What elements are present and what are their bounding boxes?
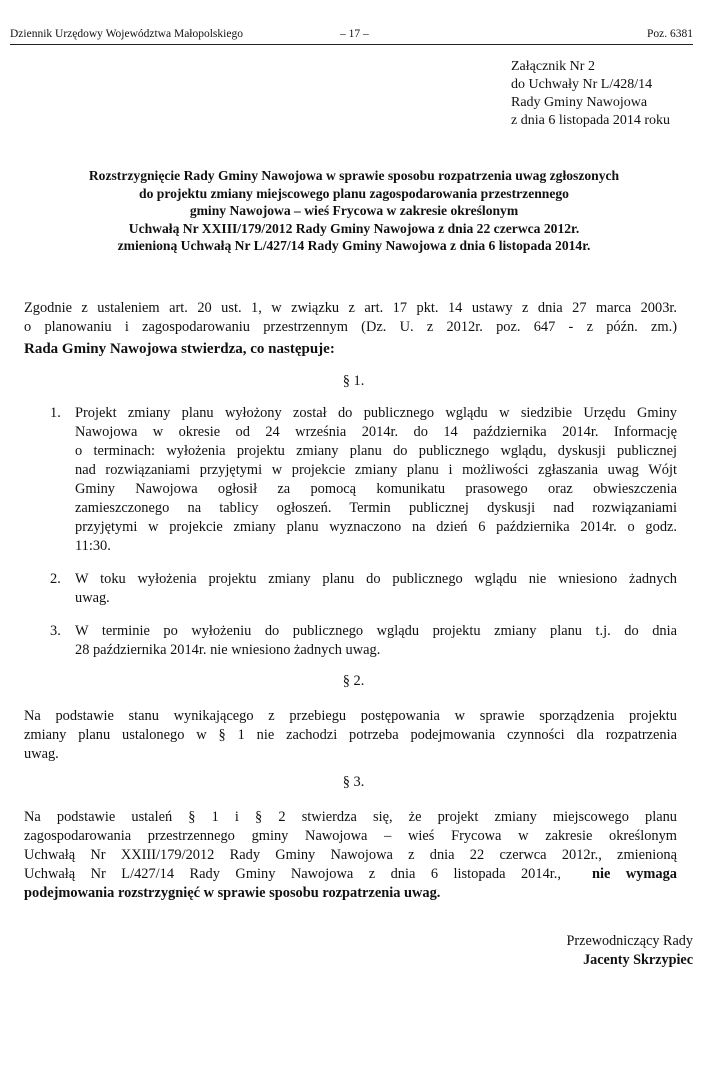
text-line: Uchwałą Nr XXIII/179/2012 Rady Gminy Nawojowa z dnia 22 czerwca 2012r., zmienioną <box>24 847 677 863</box>
section-2-paragraph <box>24 707 677 764</box>
text-line: Projekt zmiany planu wyłożony został do publicznego wglądu w siedzibie Urzędu Gminy <box>75 405 677 421</box>
title-line: gminy Nawojowa – wieś Frycowa w zakresie określonym <box>189 203 519 218</box>
page-header <box>10 28 693 42</box>
title-line: zmienioną Uchwałą Nr L/427/14 Rady Gminy Nawojowa z dnia 6 listopada 2014r. <box>117 238 591 253</box>
text-line: zmiany planu ustalonego w § 1 nie zachodzi potrzeba podejmowania czynności dla rozpatrzenia <box>24 727 677 743</box>
text-line: Nawojowa w okresie od 24 września 2014r. do 14 października 2014r. Informację <box>75 424 677 440</box>
attachment-line: do Uchwały Nr L/428/14 <box>511 77 653 92</box>
text-line-bold: podejmowania rozstrzygnięć w sprawie sposobu rozpatrzenia uwag. <box>24 885 441 901</box>
header-divider <box>10 44 693 45</box>
text-line: nad rozwiązaniami przyjętymi w projekcie zmiany planu i możliwości zgłaszania uwag Wójt <box>75 462 677 478</box>
document-title <box>22 167 686 255</box>
journal-title: Dziennik Urzędowy Województwa Małopolskiego <box>10 28 243 40</box>
list-item-number: 3. <box>50 623 61 639</box>
intro-paragraph <box>24 299 677 337</box>
intro-line: o planowaniu i zagospodarowaniu przestrzennym (Dz. U. z 2012r. poz. 647 - z późn. zm.) <box>24 319 677 335</box>
text-line: zamieszczonego na tablicy ogłoszeń. Termin publicznej dyskusji nad rozwiązaniami <box>75 500 677 516</box>
section-heading-1: § 1. <box>342 373 365 389</box>
section-heading-2: § 2. <box>342 673 365 689</box>
text-line: o terminach: wyłożenia projektu zmiany planu do publicznego wglądu, dyskusji publicznej <box>75 443 677 459</box>
position-number: Poz. 6381 <box>647 28 693 40</box>
text-line: Gminy Nawojowa ogłosił za pomocą komunikatu prasowego oraz obwieszczenia <box>75 481 677 497</box>
list-item-text <box>75 622 677 660</box>
list-item-number: 2. <box>50 571 61 587</box>
attachment-line: Załącznik Nr 2 <box>511 59 595 74</box>
signature-block <box>567 932 693 970</box>
text-line: Na podstawie ustaleń § 1 i § 2 stwierdza się, że projekt zmiany miejscowego planu <box>24 809 677 825</box>
text-line: W terminie po wyłożeniu do publicznego wglądu projektu zmiany planu t.j. do dnia <box>75 623 677 639</box>
text-line: przyjętymi w projekcie zmiany planu wyznaczono na dzień 6 października 2014r. o godz. <box>75 519 677 535</box>
text-line: uwag. <box>24 746 59 762</box>
text-line <box>24 865 677 884</box>
list-item-number: 1. <box>50 405 61 421</box>
text-line: 28 października 2014r. nie wniesiono żadnych uwag. <box>75 642 381 658</box>
section-3-paragraph <box>24 808 677 903</box>
intro-line: Zgodnie z ustaleniem art. 20 ust. 1, w związku z art. 17 pkt. 14 ustawy z dnia 27 marca 2003r. <box>24 300 677 316</box>
text-bold: nie wymaga <box>591 866 677 882</box>
attachment-line: Rady Gminy Nawojowa <box>511 95 648 110</box>
signatory-role: Przewodniczący Rady <box>566 933 693 949</box>
page-number: – 17 – <box>340 28 369 40</box>
section-heading-3: § 3. <box>342 774 365 790</box>
text-line: zagospodarowania przestrzennego gminy Nawojowa – wieś Frycowa w zakresie określonym <box>24 828 677 844</box>
attachment-line: z dnia 6 listopada 2014 roku <box>511 113 671 128</box>
text-line: 11:30. <box>75 538 111 554</box>
signatory-name: Jacenty Skrzypiec <box>583 952 693 968</box>
council-statement: Rada Gminy Nawojowa stwierdza, co następuje: <box>24 341 335 357</box>
text-line: Na podstawie stanu wynikającego z przebiegu postępowania w sprawie sporządzenia projektu <box>24 708 677 724</box>
title-line: Uchwałą Nr XXIII/179/2012 Rady Gminy Nawojowa z dnia 22 czerwca 2012r. <box>128 220 580 236</box>
list-item-text <box>75 570 677 608</box>
title-line: do projektu zmiany miejscowego planu zagospodarowania przestrzennego <box>139 185 569 201</box>
text-plain: Uchwałą Nr L/427/14 Rady Gminy Nawojowa z dnia 6 listopada 2014r., <box>24 866 561 882</box>
text-line: uwag. <box>75 590 110 606</box>
list-item-text <box>75 404 677 556</box>
attachment-block <box>511 58 670 130</box>
text-line: W toku wyłożenia projektu zmiany planu do publicznego wglądu nie wniesiono żadnych <box>75 571 677 587</box>
title-line: Rozstrzygnięcie Rady Gminy Nawojowa w sprawie sposobu rozpatrzenia uwag zgłoszonych <box>88 168 620 183</box>
